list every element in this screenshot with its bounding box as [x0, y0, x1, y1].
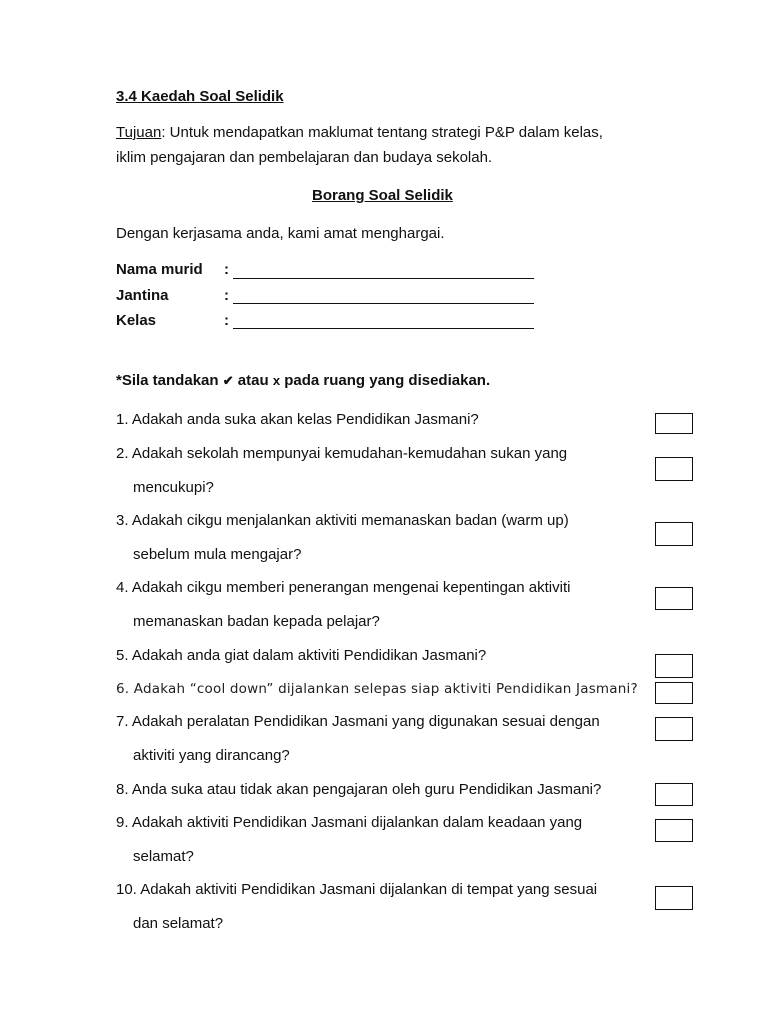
check-icon: ✔ — [222, 373, 234, 388]
purpose-text: : Untuk mendapatkan maklumat tentang strategi P&P dalam kelas, — [161, 124, 603, 141]
question-10-cont: dan selamat? — [133, 915, 224, 932]
instruction-text: atau — [237, 372, 269, 389]
question-8: 8. Anda suka atau tidak akan pengajaran oleh guru Pendidikan Jasmani? — [116, 781, 602, 798]
question-9-cont: selamat? — [133, 848, 194, 865]
question-6: 6. Adakah “cool down” dijalankan selepas siap aktiviti Pendidikan Jasmani? — [116, 681, 638, 697]
answer-box-3[interactable] — [655, 522, 693, 546]
instruction — [116, 372, 490, 390]
section-title: 3.4 Kaedah Soal Selidik — [116, 88, 284, 105]
gender-blank[interactable] — [233, 289, 534, 304]
purpose-line-1 — [116, 124, 603, 142]
answer-box-1[interactable] — [655, 413, 693, 434]
intro-text: Dengan kerjasama anda, kami amat menghargai. — [116, 225, 445, 242]
question-3: 3. Adakah cikgu menjalankan aktiviti memanaskan badan (warm up) — [116, 512, 569, 529]
question-7-cont: aktiviti yang dirancang? — [133, 747, 290, 764]
field-label: Nama murid — [116, 261, 203, 278]
field-colon: : — [224, 312, 229, 329]
answer-box-5[interactable] — [655, 654, 693, 678]
purpose-line-2: iklim pengajaran dan pembelajaran dan budaya sekolah. — [116, 149, 493, 166]
question-4: 4. Adakah cikgu memberi penerangan mengenai kepentingan aktiviti — [116, 579, 571, 596]
field-label: Kelas — [116, 312, 157, 329]
answer-box-9[interactable] — [655, 819, 693, 842]
field-colon: : — [224, 287, 229, 304]
question-2-cont: mencukupi? — [133, 479, 214, 496]
question-3-cont: sebelum mula mengajar? — [133, 546, 302, 563]
question-7: 7. Adakah peralatan Pendidikan Jasmani yang digunakan sesuai dengan — [116, 713, 600, 730]
question-2: 2. Adakah sekolah mempunyai kemudahan-kemudahan sukan yang — [116, 445, 568, 462]
answer-box-2[interactable] — [655, 457, 693, 481]
instruction-text: pada ruang yang disediakan. — [284, 372, 491, 389]
question-9: 9. Adakah aktiviti Pendidikan Jasmani dijalankan dalam keadaan yang — [116, 814, 583, 831]
purpose-label: Tujuan — [116, 124, 162, 141]
field-colon: : — [224, 261, 229, 278]
question-1: 1. Adakah anda suka akan kelas Pendidikan Jasmani? — [116, 411, 479, 428]
question-10: 10. Adakah aktiviti Pendidikan Jasmani dijalankan di tempat yang sesuai — [116, 881, 598, 898]
answer-box-6[interactable] — [655, 682, 693, 704]
answer-box-10[interactable] — [655, 886, 693, 910]
cross-icon: x — [272, 373, 281, 388]
answer-box-8[interactable] — [655, 783, 693, 806]
answer-box-4[interactable] — [655, 587, 693, 610]
form-title: Borang Soal Selidik — [312, 187, 453, 204]
instruction-text: *Sila tandakan — [116, 372, 219, 389]
question-4-cont: memanaskan badan kepada pelajar? — [133, 613, 380, 630]
answer-box-7[interactable] — [655, 717, 693, 741]
field-label: Jantina — [116, 287, 169, 304]
class-blank[interactable] — [233, 314, 534, 329]
question-5: 5. Adakah anda giat dalam aktiviti Pendidikan Jasmani? — [116, 647, 487, 664]
name-blank[interactable] — [233, 264, 534, 279]
